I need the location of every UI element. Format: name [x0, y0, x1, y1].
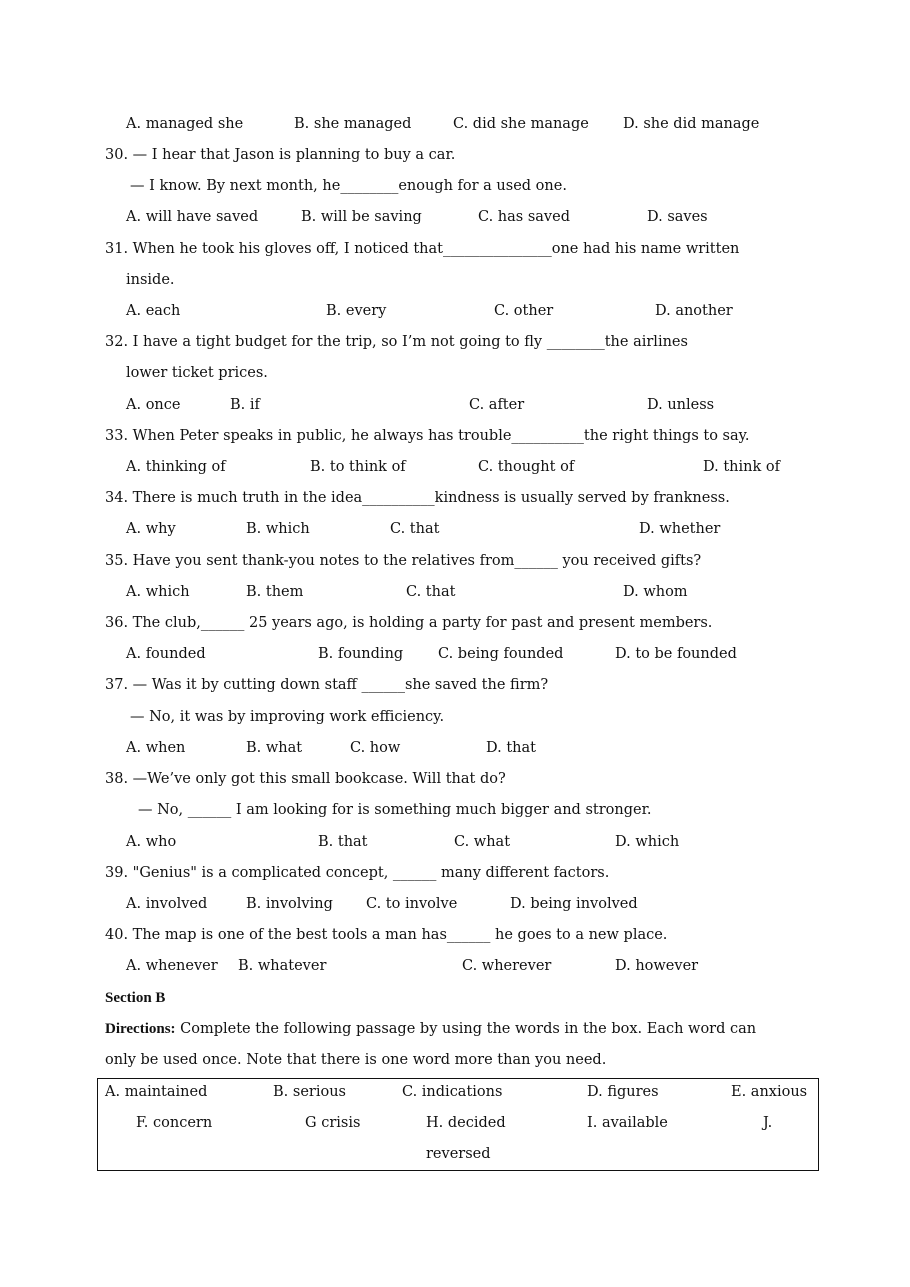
word-h: H. decided	[426, 1115, 506, 1131]
q40-option-d: D. however	[615, 958, 699, 974]
q36-option-c: C. being founded	[438, 646, 564, 662]
directions-text: Complete the following passage by using the words in the box. Each word can	[175, 1021, 757, 1037]
q38-option-d: D. which	[615, 834, 680, 850]
q39-stem: 39. "Genius" is a complicated concept, ______ many different factors.	[105, 865, 610, 881]
word-a: A. maintained	[105, 1084, 208, 1100]
q34-option-b: B. which	[246, 521, 310, 537]
directions-line2: only be used once. Note that there is one word more than you need.	[105, 1052, 607, 1068]
q34-option-a: A. why	[126, 521, 176, 537]
q33-option-c: C. thought of	[478, 459, 575, 475]
q37-stem: 37. — Was it by cutting down staff ______she saved the firm?	[105, 677, 549, 693]
q36-option-b: B. founding	[318, 646, 404, 662]
q33-option-b: B. to think of	[310, 459, 406, 475]
q38-stem-line2: — No, ______ I am looking for is something much bigger and stronger.	[138, 802, 652, 818]
q32-stem-line2: lower ticket prices.	[126, 365, 268, 381]
q29-option-d: D. she did manage	[623, 116, 760, 132]
word-j: reversed	[426, 1146, 491, 1162]
q39-option-c: C. to involve	[366, 896, 458, 912]
q31-stem: 31. When he took his gloves off, I noticed that_______________one had his name written	[105, 241, 740, 257]
q38-option-b: B. that	[318, 834, 368, 850]
directions-line1	[105, 1019, 756, 1039]
q31-option-a: A. each	[126, 303, 181, 319]
q37-option-d: D. that	[486, 740, 536, 756]
word-d: D. figures	[587, 1084, 659, 1100]
q35-option-d: D. whom	[623, 584, 688, 600]
q39-option-a: A. involved	[126, 896, 208, 912]
q29-option-a: A. managed she	[126, 116, 244, 132]
q36-option-a: A. founded	[126, 646, 206, 662]
q30-option-c: C. has saved	[478, 209, 570, 225]
q32-option-c: C. after	[469, 397, 525, 413]
q35-option-a: A. which	[126, 584, 190, 600]
q40-option-a: A. whenever	[126, 958, 218, 974]
word-c: C. indications	[402, 1084, 503, 1100]
q31-option-c: C. other	[494, 303, 554, 319]
q32-option-a: A. once	[126, 397, 181, 413]
q36-stem: 36. The club,______ 25 years ago, is holding a party for past and present members.	[105, 615, 713, 631]
word-i: I. available	[587, 1115, 668, 1131]
q32-option-d: D. unless	[647, 397, 715, 413]
section-b-heading: Section B	[105, 990, 166, 1006]
q37-stem-line2: — No, it was by improving work efficiency.	[130, 709, 445, 725]
q33-option-d: D. think of	[703, 459, 780, 475]
q38-stem: 38. —We’ve only got this small bookcase. Will that do?	[105, 771, 506, 787]
q31-stem-line2: inside.	[126, 272, 175, 288]
directions-label: Directions:	[105, 1021, 176, 1037]
q31-option-d: D. another	[655, 303, 733, 319]
word-e: E. anxious	[731, 1084, 808, 1100]
q33-option-a: A. thinking of	[126, 459, 226, 475]
q30-option-a: A. will have saved	[126, 209, 259, 225]
q39-option-b: B. involving	[246, 896, 333, 912]
q37-option-b: B. what	[246, 740, 303, 756]
q40-option-b: B. whatever	[238, 958, 327, 974]
q33-stem: 33. When Peter speaks in public, he always has trouble__________the right things to say.	[105, 428, 750, 444]
q30-stem-line2: — I know. By next month, he________enough for a used one.	[130, 178, 567, 194]
q30-option-d: D. saves	[647, 209, 708, 225]
word-j-label: J.	[763, 1115, 773, 1131]
q30-option-b: B. will be saving	[301, 209, 422, 225]
q35-option-c: C. that	[406, 584, 456, 600]
q35-option-b: B. them	[246, 584, 304, 600]
q32-stem: 32. I have a tight budget for the trip, so I’m not going to fly ________the airlines	[105, 334, 688, 350]
q38-option-a: A. who	[126, 834, 177, 850]
q38-option-c: C. what	[454, 834, 511, 850]
q37-option-c: C. how	[350, 740, 401, 756]
q40-option-c: C. wherever	[462, 958, 552, 974]
word-b: B. serious	[273, 1084, 346, 1100]
q32-option-b: B. if	[230, 397, 260, 413]
word-f: F. concern	[136, 1115, 213, 1131]
q34-option-d: D. whether	[639, 521, 721, 537]
q29-option-c: C. did she manage	[453, 116, 589, 132]
q34-option-c: C. that	[390, 521, 440, 537]
q37-option-a: A. when	[126, 740, 186, 756]
word-g: G crisis	[305, 1115, 361, 1131]
q29-option-b: B. she managed	[294, 116, 412, 132]
q40-stem: 40. The map is one of the best tools a man has______ he goes to a new place.	[105, 927, 668, 943]
q35-stem: 35. Have you sent thank-you notes to the relatives from______ you received gifts?	[105, 553, 702, 569]
q36-option-d: D. to be founded	[615, 646, 737, 662]
q31-option-b: B. every	[326, 303, 387, 319]
q30-stem: 30. — I hear that Jason is planning to buy a car.	[105, 147, 456, 163]
q34-stem: 34. There is much truth in the idea__________kindness is usually served by frankness.	[105, 490, 730, 506]
q39-option-d: D. being involved	[510, 896, 638, 912]
